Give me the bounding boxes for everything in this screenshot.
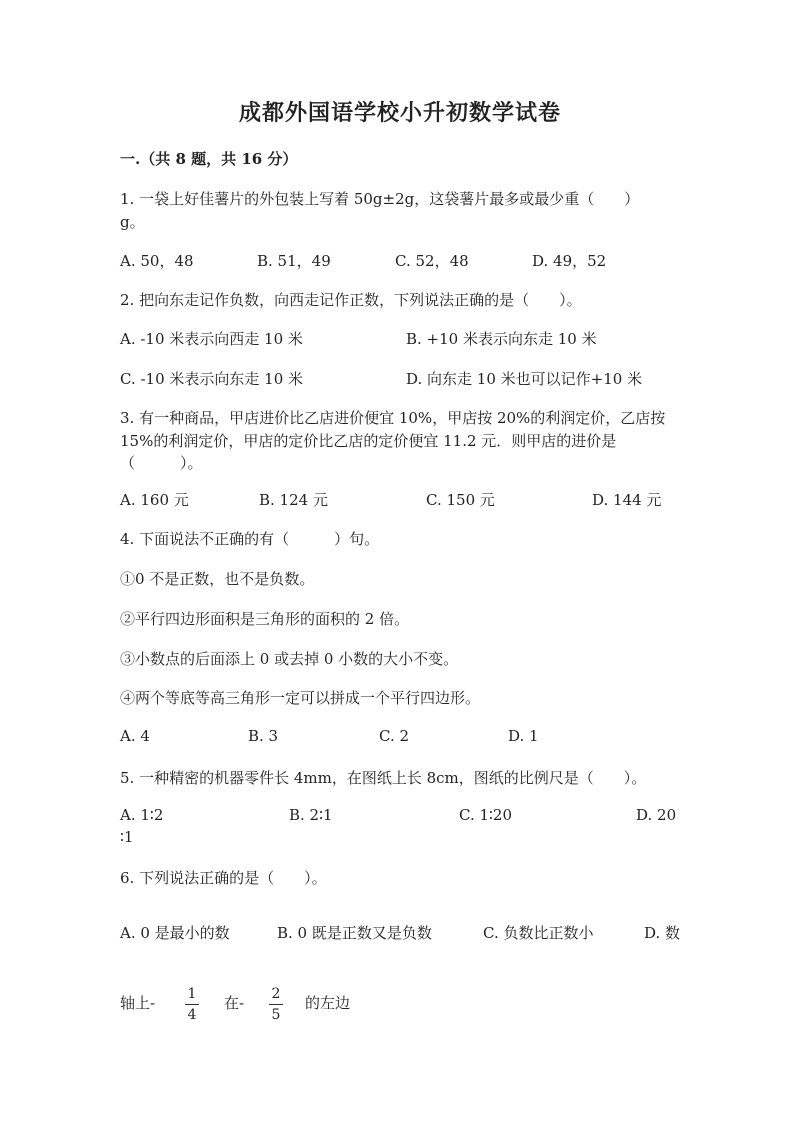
q2-option-a: A. -10 米表示向西走 10 米 bbox=[120, 330, 303, 348]
q6-option-a: A. 0 是最小的数 bbox=[120, 924, 230, 942]
q4-statement-4: ④两个等底等高三角形一定可以拼成一个平行四边形。 bbox=[120, 689, 481, 707]
question-3-text-line2: 15%的利润定价，甲店的定价比乙店的定价便宜 11.2 元．则甲店的进价是 bbox=[120, 432, 617, 450]
question-3-text: 3. 有一种商品，甲店进价比乙店进价便宜 10%，甲店按 20%的利润定价，乙店按 bbox=[120, 409, 666, 427]
q6-option-d-wrap-part2: 在- bbox=[224, 994, 245, 1012]
q5-option-d: D. 20 bbox=[636, 806, 677, 824]
page-title: 成都外国语学校小升初数学试卷 bbox=[238, 100, 561, 126]
q3-option-c: C. 150 元 bbox=[426, 491, 495, 509]
q1-option-b: B. 51，49 bbox=[257, 252, 331, 270]
q5-option-d-wrap: ∶1 bbox=[120, 828, 134, 846]
q4-option-a: A. 4 bbox=[120, 727, 150, 745]
q6-option-d-wrap-part3: 的左边 bbox=[305, 994, 351, 1012]
q1-option-a: A. 50，48 bbox=[120, 252, 194, 270]
q5-option-c: C. 1∶20 bbox=[459, 806, 513, 824]
fraction-one-quarter bbox=[185, 985, 199, 1024]
q1-option-c: C. 52，48 bbox=[395, 252, 469, 270]
q5-option-a: A. 1∶2 bbox=[120, 806, 164, 824]
question-6-text: 6. 下列说法正确的是（ ）。 bbox=[120, 869, 327, 887]
q4-option-b: B. 3 bbox=[248, 727, 279, 745]
question-1-text-wrap: g。 bbox=[120, 213, 145, 231]
q3-option-d: D. 144 元 bbox=[592, 491, 662, 509]
q2-option-d: D. 向东走 10 米也可以记作+10 米 bbox=[406, 370, 643, 388]
q6-option-d-wrap-part1: 轴上- bbox=[120, 994, 156, 1012]
q2-option-b: B. +10 米表示向东走 10 米 bbox=[406, 330, 597, 348]
question-4-text: 4. 下面说法不正确的有（ ）句。 bbox=[120, 530, 380, 548]
q4-statement-3: ③小数点的后面添上 0 或去掉 0 小数的大小不变。 bbox=[120, 650, 459, 668]
question-5-text: 5. 一种精密的机器零件长 4mm，在图纸上长 8cm，图纸的比例尺是（ ）。 bbox=[120, 769, 647, 787]
question-1-text: 1. 一袋上好佳薯片的外包装上写着 50g±2g，这袋薯片最多或最少重（ ） bbox=[120, 190, 640, 208]
fraction-two-fifths bbox=[269, 985, 283, 1024]
q4-statement-2: ②平行四边形面积是三角形的面积的 2 倍。 bbox=[120, 610, 410, 628]
q3-option-b: B. 124 元 bbox=[259, 491, 328, 509]
q1-option-d: D. 49，52 bbox=[532, 252, 607, 270]
question-2-text: 2. 把向东走记作负数，向西走记作正数，下列说法正确的是（ ）。 bbox=[120, 291, 582, 309]
fraction-1-numerator: 1 bbox=[187, 986, 197, 1002]
question-3-text-line3: （ ）。 bbox=[120, 454, 203, 472]
q4-option-d: D. 1 bbox=[508, 727, 539, 745]
fraction-2-bar bbox=[269, 1004, 283, 1005]
fraction-1-denominator: 4 bbox=[187, 1007, 197, 1023]
q4-option-c: C. 2 bbox=[379, 727, 410, 745]
fraction-2-numerator: 2 bbox=[271, 986, 281, 1002]
q6-option-d: D. 数 bbox=[644, 924, 681, 942]
q6-option-b: B. 0 既是正数又是负数 bbox=[277, 924, 432, 942]
q3-option-a: A. 160 元 bbox=[120, 491, 189, 509]
fraction-1-bar bbox=[185, 1004, 199, 1005]
q2-option-c: C. -10 米表示向东走 10 米 bbox=[120, 370, 304, 388]
q5-option-b: B. 2∶1 bbox=[289, 806, 333, 824]
fraction-2-denominator: 5 bbox=[271, 1007, 281, 1023]
q6-option-c: C. 负数比正数小 bbox=[483, 924, 594, 942]
q4-statement-1: ①0 不是正数，也不是负数。 bbox=[120, 570, 315, 588]
section-heading: 一.（共 8 题，共 16 分） bbox=[120, 150, 298, 168]
